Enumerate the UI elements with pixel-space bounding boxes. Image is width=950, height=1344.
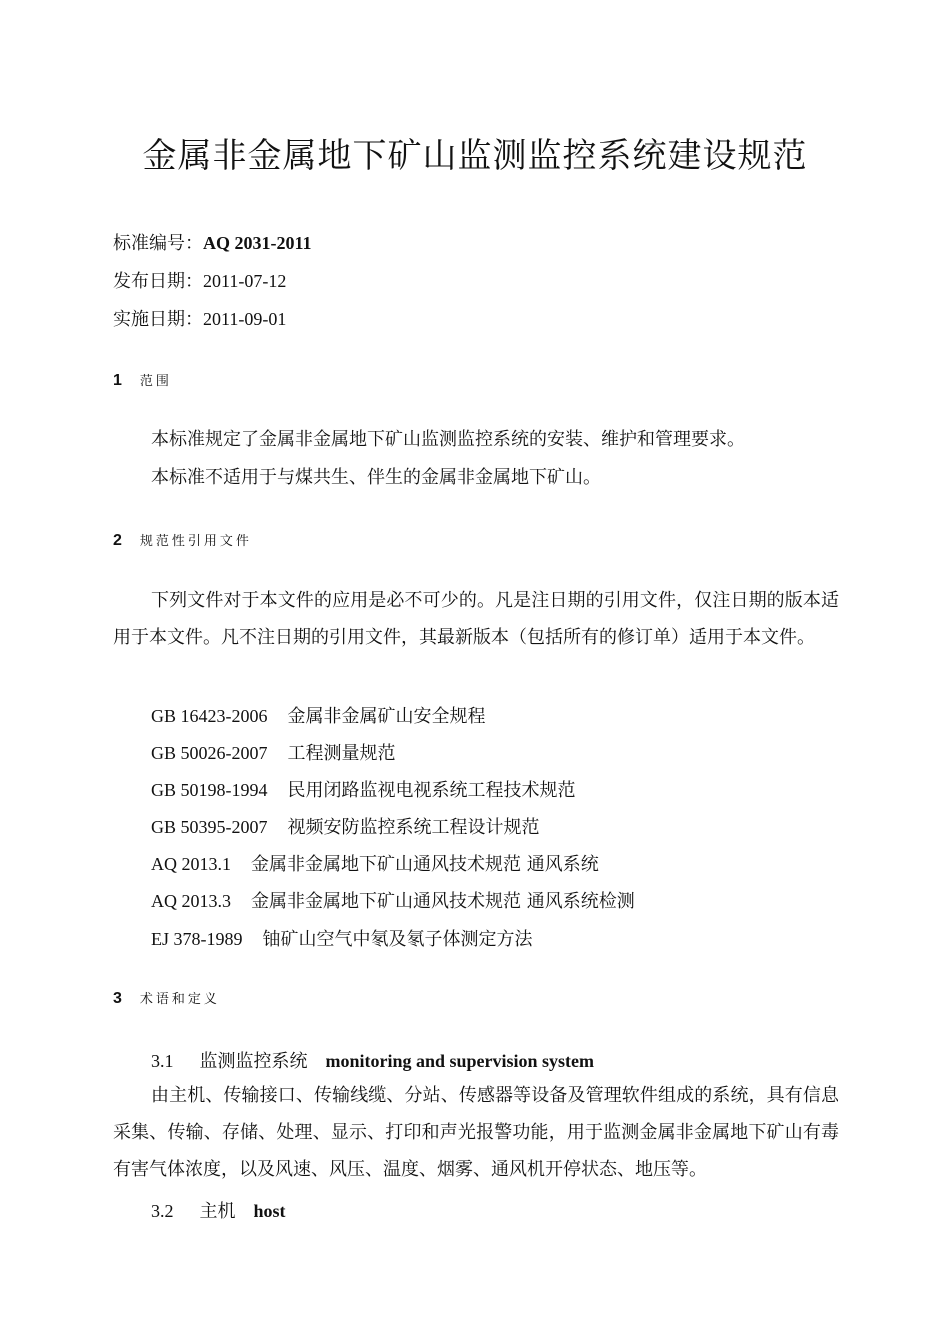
- effective-date-label: 实施日期：: [113, 309, 203, 330]
- term-definition: 由主机、传输接口、传输线缆、分站、传感器等设备及管理软件组成的系统，具有信息采集、传输、存储、处理、显示、打印和声光报警功能，用于监测金属非金属地下矿山有毒有害气体浓度，以及风速、风压、温度、烟雾、通风机开停状态、地压等。: [113, 1085, 839, 1180]
- effective-date: [113, 306, 286, 333]
- reference-code: GB 16423-2006: [151, 706, 268, 726]
- reference-code: GB 50026-2007: [151, 743, 268, 763]
- section-number: 3: [113, 990, 122, 1007]
- reference-code: GB 50395-2007: [151, 817, 268, 837]
- section-title: 规范性引用文件: [139, 534, 252, 549]
- term-english: monitoring and supervision system: [325, 1051, 595, 1071]
- standard-number: [113, 230, 312, 257]
- section-title: 范围: [139, 374, 172, 389]
- reference-code: GB 50198-1994: [151, 780, 268, 800]
- effective-date-value: 2011-09-01: [203, 309, 287, 329]
- section-title: 术语和定义: [139, 992, 220, 1007]
- section-heading-3: [113, 988, 220, 1008]
- reference-code: AQ 2013.3: [151, 891, 231, 911]
- section-heading-1: [113, 370, 172, 390]
- section-heading-2: [113, 530, 252, 550]
- term-chinese: 监测监控系统: [199, 1051, 308, 1072]
- publish-date: [113, 268, 286, 295]
- reference-name: 视频安防监控系统工程设计规范: [287, 817, 540, 838]
- term-number: 3.1: [151, 1051, 174, 1071]
- reference-name: 金属非金属地下矿山通风技术规范 通风系统检测: [251, 891, 635, 912]
- reference-code: EJ 378-1989: [151, 929, 243, 949]
- reference-code: AQ 2013.1: [151, 854, 231, 874]
- reference-name: 金属非金属地下矿山通风技术规范 通风系统: [251, 854, 599, 875]
- term-chinese: 主机: [199, 1201, 236, 1222]
- term-number: 3.2: [151, 1201, 174, 1221]
- reference-item: [151, 739, 396, 765]
- term-heading-3-2: [151, 1197, 286, 1223]
- reference-name: 民用闭路监视电视系统工程技术规范: [287, 780, 576, 801]
- publish-date-value: 2011-07-12: [203, 271, 287, 291]
- document-title: 金属非金属地下矿山监测监控系统建设规范: [142, 136, 808, 176]
- reference-item: [151, 850, 599, 876]
- scope-paragraph-1: 本标准规定了金属非金属地下矿山监测监控系统的安装、维护和管理要求。: [151, 429, 745, 450]
- reference-item: [151, 813, 540, 839]
- reference-item: [151, 887, 635, 913]
- normative-intro: 下列文件对于本文件的应用是必不可少的。凡是注日期的引用文件，仅注日期的版本适用于本文件。凡不注日期的引用文件，其最新版本（包括所有的修订单）适用于本文件。: [113, 590, 839, 648]
- reference-item: [151, 702, 486, 728]
- reference-name: 金属非金属矿山安全规程: [287, 706, 486, 727]
- section-number: 2: [113, 532, 122, 549]
- standard-number-value: AQ 2031-2011: [203, 233, 312, 253]
- reference-item: [151, 925, 533, 951]
- term-heading-3-1: [151, 1047, 594, 1073]
- term-english: host: [253, 1201, 286, 1221]
- standard-number-label: 标准编号：: [113, 233, 203, 254]
- section-number: 1: [113, 372, 122, 389]
- publish-date-label: 发布日期：: [113, 271, 203, 292]
- reference-name: 铀矿山空气中氡及氡子体测定方法: [262, 929, 533, 950]
- reference-item: [151, 776, 576, 802]
- reference-name: 工程测量规范: [287, 743, 396, 764]
- scope-paragraph-2: 本标准不适用于与煤共生、伴生的金属非金属地下矿山。: [151, 467, 601, 488]
